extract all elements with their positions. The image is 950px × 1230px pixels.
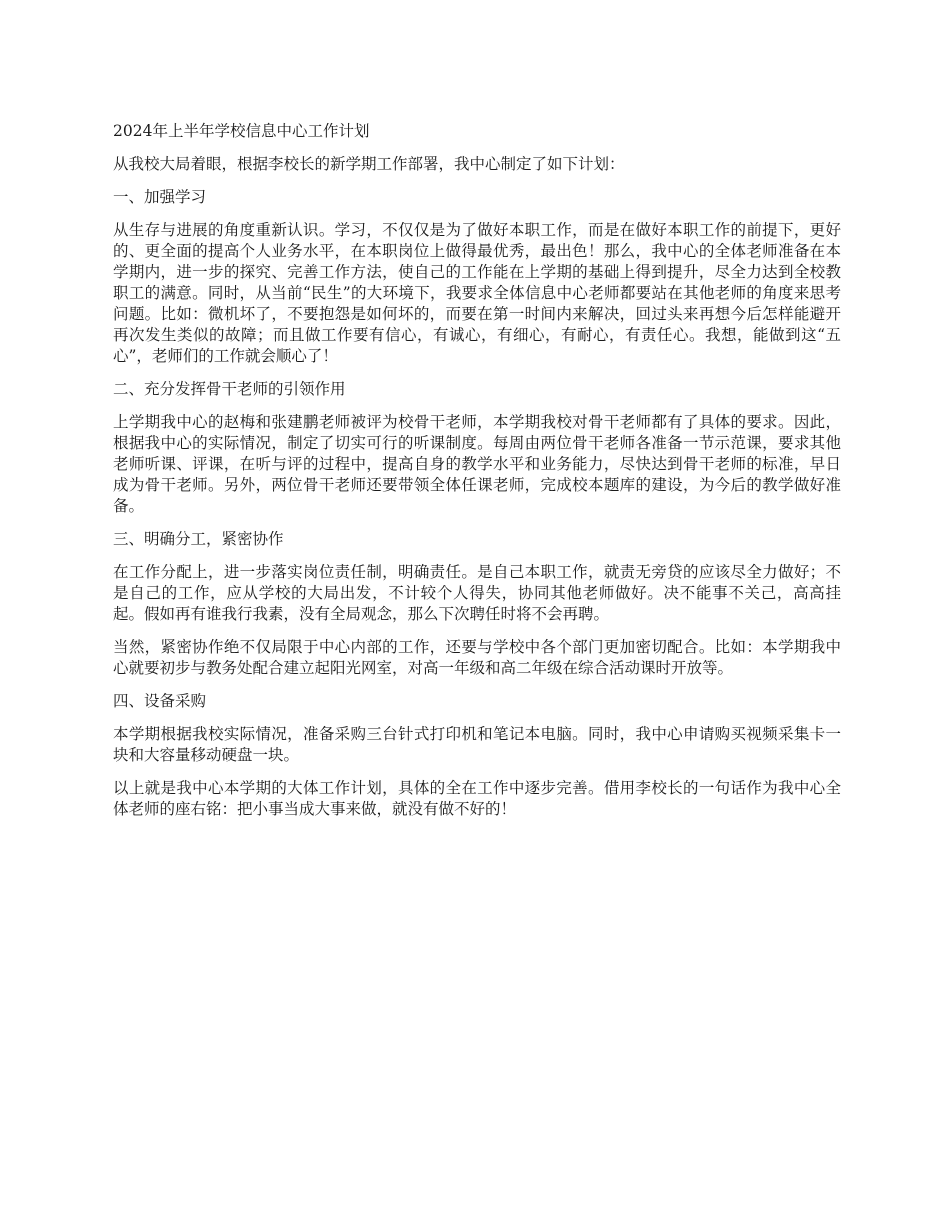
section-heading-2: 二、充分发挥骨干老师的引领作用 <box>113 380 346 398</box>
document-page <box>113 121 841 832</box>
section-4-paragraph-2: 以上就是我中心本学期的大体工作计划，具体的全在工作中逐步完善。借用李校长的一句话作为我中心全体老师的座右铭：把小事当成大事来做，就没有做不好的！ <box>113 779 841 818</box>
document-title: 2024年上半年学校信息中心工作计划 <box>113 122 370 140</box>
section-3-paragraph-1: 在工作分配上，进一步落实岗位责任制，明确责任。是自己本职工作，就责无旁贷的应该尽全力做好；不是自己的工作，应从学校的大局出发，不计较个人得失，协同其他老师做好。决不能事不关己，高高挂起。假如再有谁我行我素，没有全局观念，那么下次聘任时将不会再聘。 <box>113 563 841 623</box>
section-heading-1: 一、加强学习 <box>113 188 207 206</box>
section-3-paragraph-2: 当然，紧密协作绝不仅局限于中心内部的工作，还要与学校中各个部门更加密切配合。比如：本学期我中心就要初步与教务处配合建立起阳光网室，对高一年级和高二年级在综合活动课时开放等。 <box>113 638 841 677</box>
section-2-paragraph-1: 上学期我中心的赵梅和张建鹏老师被评为校骨干老师，本学期我校对骨干老师都有了具体的要求。因此，根据我中心的实际情况，制定了切实可行的听课制度。每周由两位骨干老师各准备一节示范课，要求其他老师听课、评课，在听与评的过程中，提高自身的教学水平和业务能力，尽快达到骨干老师的标准，早日成为骨干老师。另外，两位骨干老师还要带领全体任课老师，完成校本题库的建设，为今后的教学做好准备。 <box>113 413 841 515</box>
section-1-paragraph-1: 从生存与进展的角度重新认识。学习，不仅仅是为了做好本职工作，而是在做好本职工作的前提下，更好的、更全面的提高个人业务水平，在本职岗位上做得最优秀，最出色！那么，我中心的全体老师准备在本学期内，进一步的探究、完善工作方法，使自己的工作能在上学期的基础上得到提升，尽全力达到全校教职工的满意。同时，从当前“民生”的大环境下，我要求全体信息中心老师都要站在其他老师的角度来思考问题。比如：微机坏了，不要抱怨是如何坏的，而要在第一时间内来解决，回过头来再想今后怎样能避开再次发生类似的故障；而且做工作要有信心，有诚心，有细心，有耐心，有责任心。我想，能做到这“五心”，老师们的工作就会顺心了！ <box>113 221 841 365</box>
intro-paragraph: 从我校大局着眼，根据李校长的新学期工作部署，我中心制定了如下计划： <box>113 155 625 173</box>
section-heading-3: 三、明确分工，紧密协作 <box>113 530 284 548</box>
section-heading-4: 四、设备采购 <box>113 692 207 710</box>
section-4-paragraph-1: 本学期根据我校实际情况，准备采购三台针式打印机和笔记本电脑。同时，我中心申请购买视频采集卡一块和大容量移动硬盘一块。 <box>113 725 841 764</box>
